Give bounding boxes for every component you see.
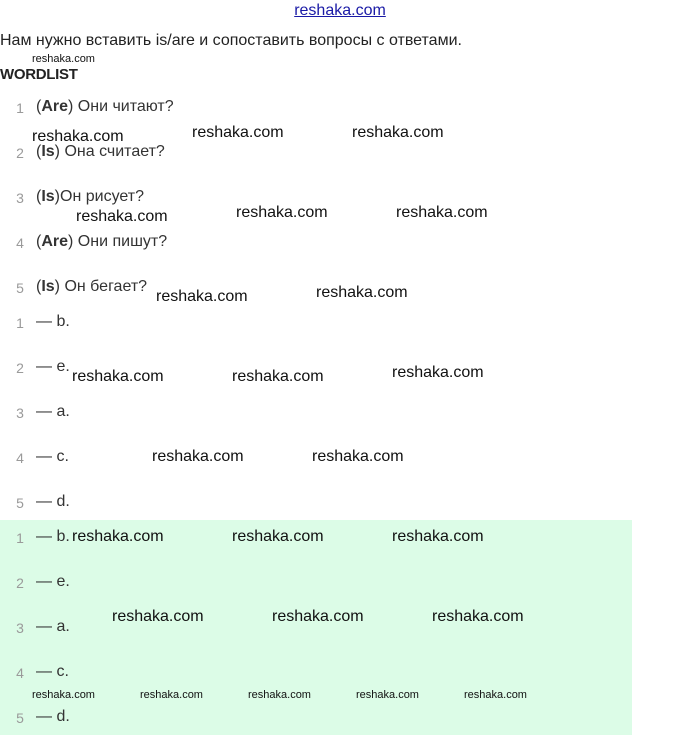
- watermark-text: reshaka.com: [248, 689, 311, 701]
- answer-text: — d.: [36, 708, 70, 725]
- answer-text: — d.: [36, 493, 70, 510]
- answer-text: — a.: [36, 618, 70, 635]
- watermark-text: reshaka.com: [112, 608, 204, 625]
- watermark-text: reshaka.com: [396, 204, 488, 221]
- watermark-text: reshaka.com: [152, 448, 244, 465]
- watermark-text: reshaka.com: [232, 368, 324, 385]
- question-text: (Is) Она считает?: [36, 143, 165, 160]
- row-number: 5: [16, 710, 24, 726]
- watermark-text: reshaka.com: [32, 128, 124, 145]
- watermark-text: reshaka.com: [72, 528, 164, 545]
- watermark-text: reshaka.com: [392, 364, 484, 381]
- watermark-text: reshaka.com: [236, 204, 328, 221]
- row-number: 2: [16, 575, 24, 591]
- question-verb: Are: [41, 98, 69, 115]
- question-body: Он бегает?: [64, 278, 148, 295]
- row-number: 4: [16, 450, 24, 466]
- row-number: 1: [16, 530, 24, 546]
- row-number: 5: [16, 495, 24, 511]
- answer-text: — e.: [36, 358, 70, 375]
- question-verb: Is: [41, 278, 55, 295]
- answer-text: — c.: [36, 663, 69, 680]
- question-verb: Are: [41, 233, 69, 250]
- watermark-text: reshaka.com: [432, 608, 524, 625]
- question-body: Он рисует?: [60, 188, 144, 205]
- answer-text: — e.: [36, 573, 70, 590]
- watermark-text: reshaka.com: [356, 689, 419, 701]
- watermark-text: reshaka.com: [232, 528, 324, 545]
- watermark-text: reshaka.com: [76, 208, 168, 225]
- row-number: 5: [16, 280, 24, 296]
- row-number: 3: [16, 405, 24, 421]
- question-text: (Is)Он рисует?: [36, 188, 144, 205]
- row-number: 1: [16, 315, 24, 331]
- answer-highlight-block: [0, 520, 632, 735]
- question-text: (Are) Они пишут?: [36, 233, 168, 250]
- watermark-text: reshaka.com: [156, 288, 248, 305]
- row-number: 4: [16, 235, 24, 251]
- watermark-text: reshaka.com: [72, 368, 164, 385]
- answer-text: — a.: [36, 403, 70, 420]
- watermark-text: reshaka.com: [352, 124, 444, 141]
- question-body: Они пишут?: [77, 233, 168, 250]
- answer-text: — b.: [36, 313, 70, 330]
- watermark-text: reshaka.com: [312, 448, 404, 465]
- question-verb: Is: [41, 188, 55, 205]
- row-number: 3: [16, 620, 24, 636]
- question-text: (Is) Он бегает?: [36, 278, 148, 295]
- answer-text: — c.: [36, 448, 69, 465]
- answer-text: — b.: [36, 528, 70, 545]
- row-number: 3: [16, 190, 24, 206]
- row-number: 2: [16, 360, 24, 376]
- watermark-text: reshaka.com: [192, 124, 284, 141]
- question-verb: Is: [41, 143, 55, 160]
- watermark-text: reshaka.com: [316, 284, 408, 301]
- question-text: (Are) Они читают?: [36, 98, 174, 115]
- row-number: 4: [16, 665, 24, 681]
- watermark-text: reshaka.com: [392, 528, 484, 545]
- question-body: Они читают?: [77, 98, 174, 115]
- watermark-text: reshaka.com: [32, 689, 95, 701]
- question-body: Она считает?: [64, 143, 165, 160]
- task-description: Нам нужно вставить is/are и сопоставить вопросы с ответами.: [0, 32, 462, 49]
- watermark-text: reshaka.com: [140, 689, 203, 701]
- watermark-text: reshaka.com: [32, 53, 95, 65]
- watermark-text: reshaka.com: [464, 689, 527, 701]
- watermark-text: reshaka.com: [272, 608, 364, 625]
- section-heading: WORDLIST: [0, 66, 78, 83]
- site-link[interactable]: reshaka.com: [294, 2, 386, 19]
- row-number: 1: [16, 100, 24, 116]
- row-number: 2: [16, 145, 24, 161]
